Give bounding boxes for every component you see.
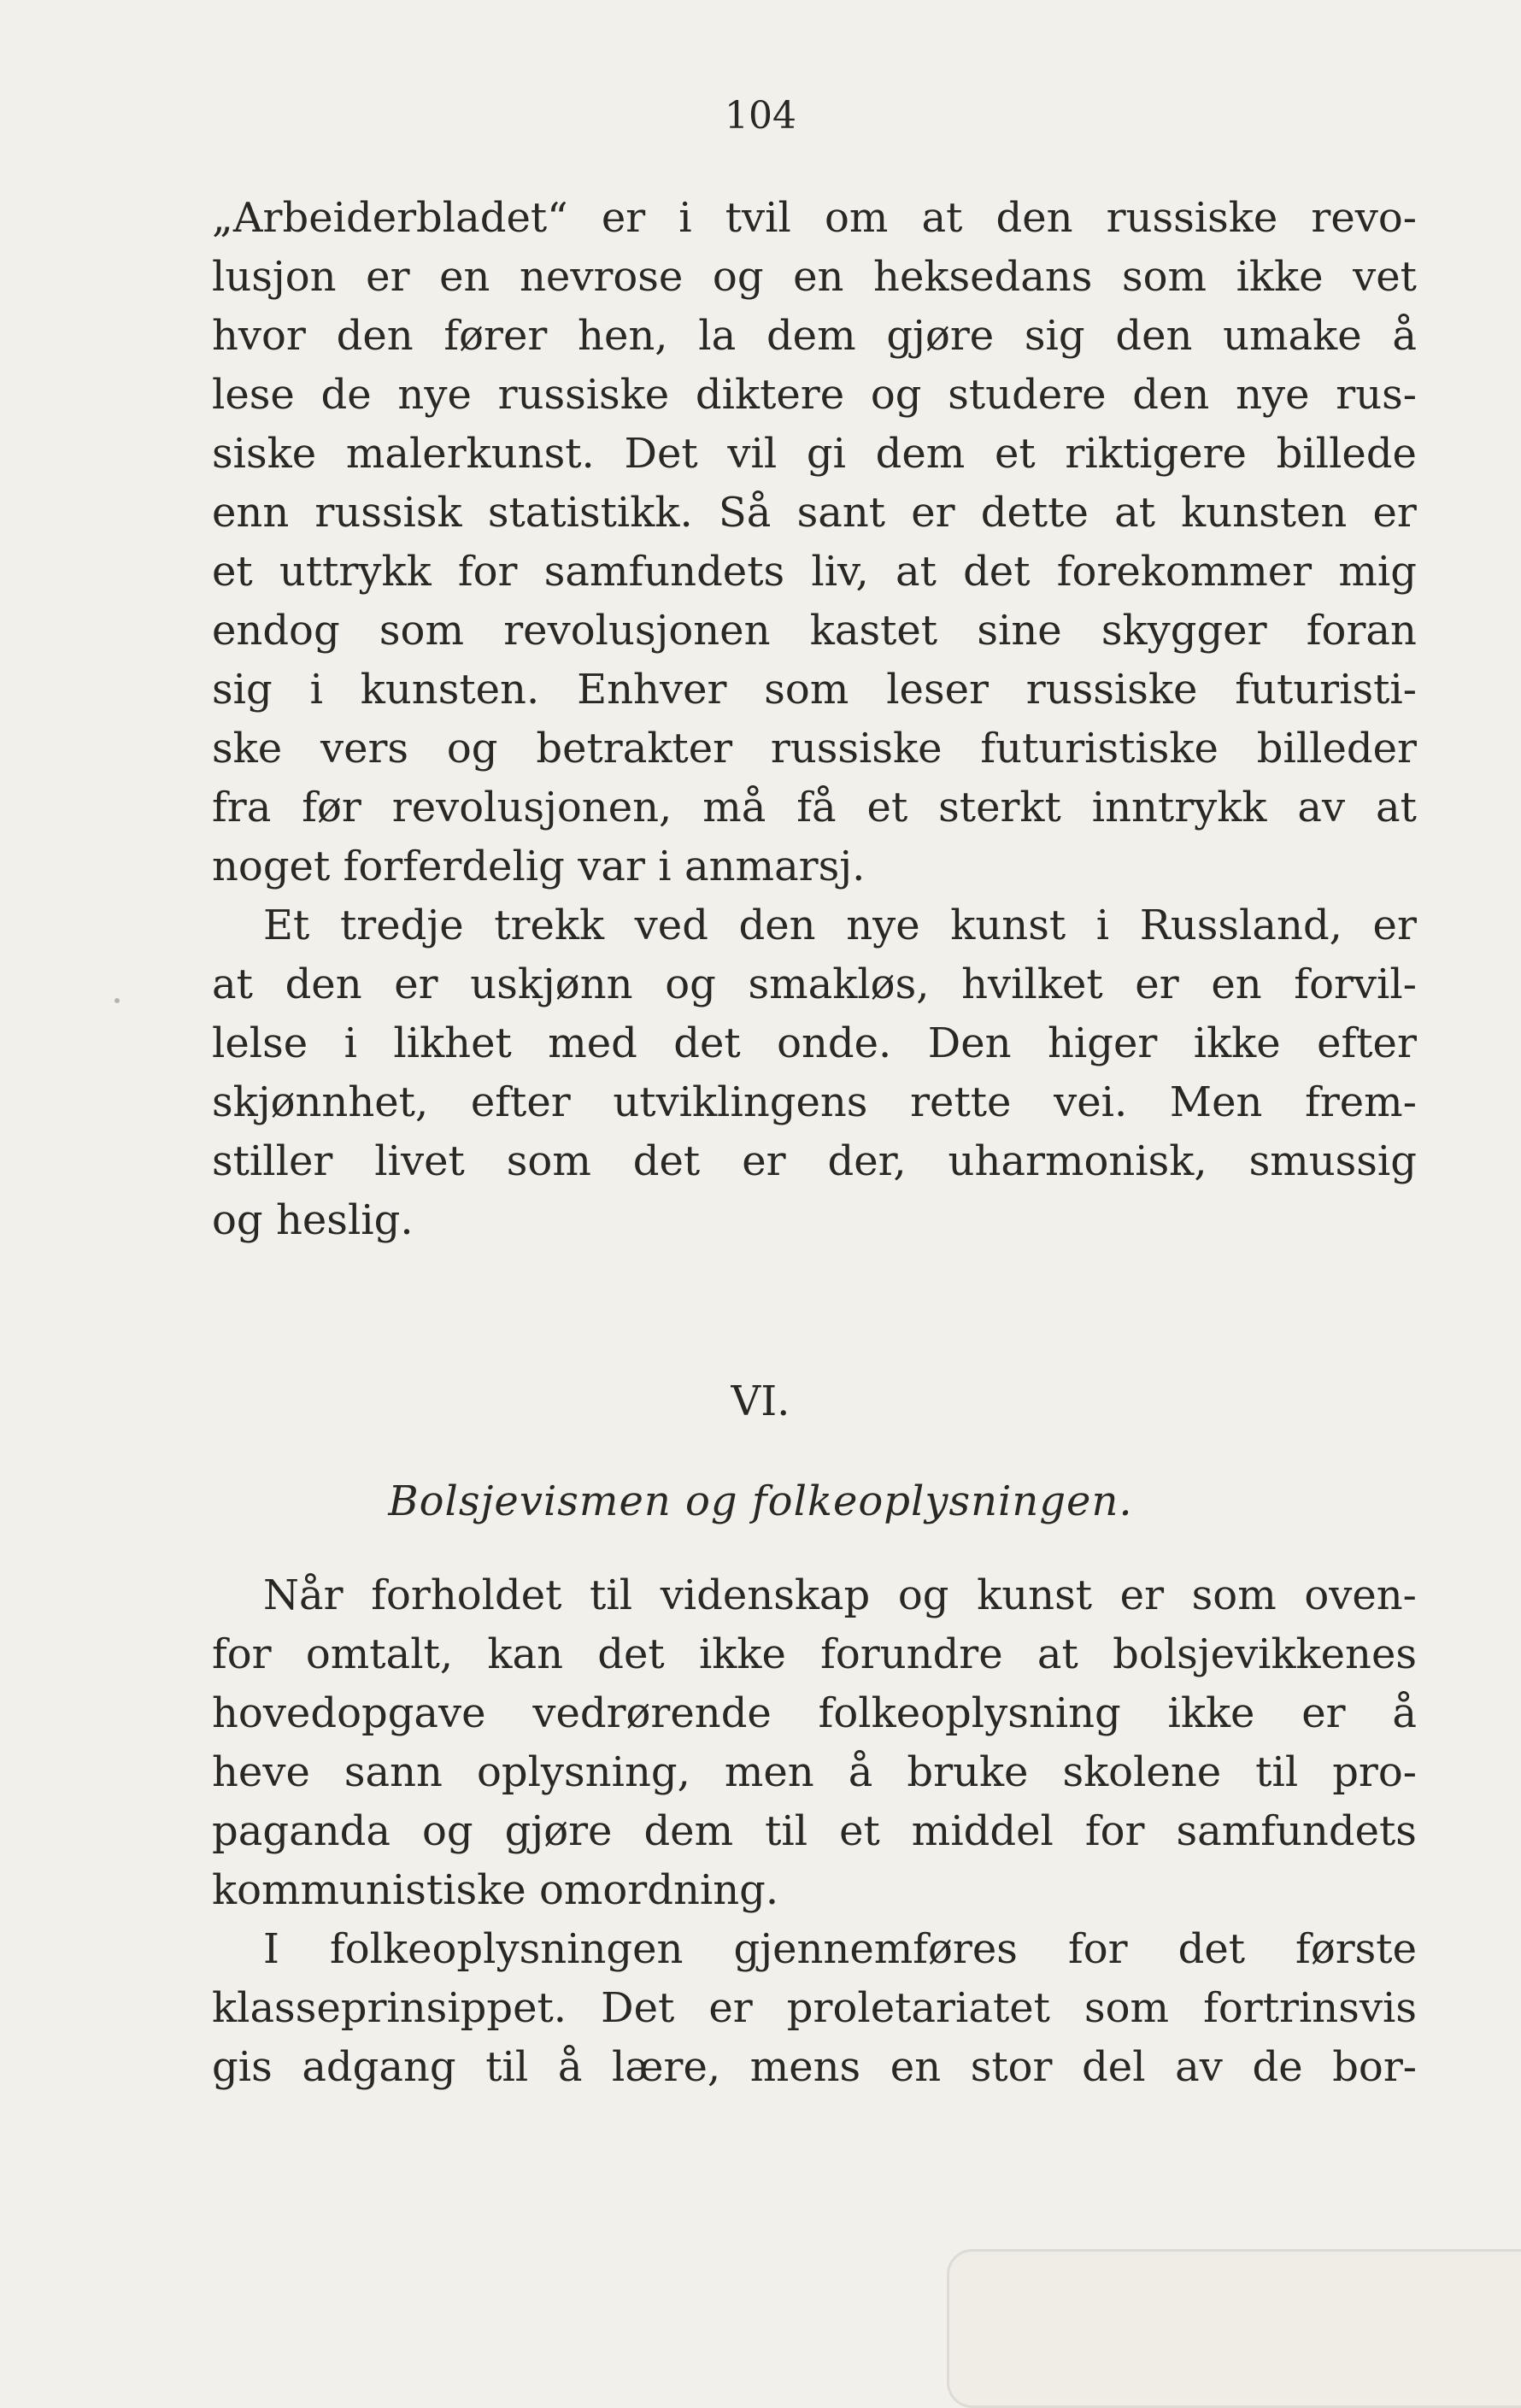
text-line: [212, 1861, 1417, 1920]
word: og: [712, 253, 764, 301]
word: er: [1372, 489, 1417, 537]
word: det: [632, 1137, 701, 1185]
word: bruke: [907, 1748, 1029, 1796]
word: vei.: [1054, 1078, 1128, 1126]
word: trekk: [494, 902, 605, 949]
word: en: [793, 253, 844, 301]
word: sine: [977, 607, 1062, 655]
word: den: [995, 194, 1073, 242]
word: var: [578, 843, 645, 890]
word: vet: [1353, 253, 1417, 301]
word: russiske: [1025, 666, 1198, 714]
text-line: [212, 1132, 1417, 1191]
word: kommunistiske: [212, 1866, 526, 1914]
word: inntrykk: [1091, 784, 1267, 831]
word: heslig.: [275, 1196, 414, 1244]
word: den: [1132, 371, 1210, 419]
text-line: [212, 1014, 1417, 1073]
word: den: [738, 902, 816, 949]
word: studere: [948, 371, 1107, 419]
word: leser: [886, 666, 989, 714]
word: vil: [727, 430, 778, 478]
word: å: [1392, 312, 1417, 360]
word: å: [848, 1748, 873, 1796]
word: Men: [1169, 1078, 1263, 1126]
word: middel: [911, 1807, 1054, 1855]
paper-speck: [115, 998, 120, 1003]
word: dem: [643, 1807, 734, 1855]
word: som: [379, 607, 464, 655]
word: folkeoplysning: [818, 1689, 1121, 1737]
word: som: [506, 1137, 591, 1185]
word: malerkunst.: [345, 430, 595, 478]
word: den: [336, 312, 414, 360]
word: nye: [397, 371, 472, 419]
word: i: [1095, 902, 1110, 949]
text-line: [212, 1979, 1417, 2038]
word: la: [698, 312, 737, 360]
text-line: [212, 896, 1417, 955]
word: Russland,: [1139, 902, 1342, 949]
word: til: [1255, 1748, 1299, 1796]
word: at: [1037, 1630, 1078, 1678]
word: den: [285, 960, 362, 1008]
word: er: [366, 253, 410, 301]
word: enn: [212, 489, 290, 537]
word: det: [1177, 1925, 1246, 1973]
section-title: Bolsjevismen og folkeoplysningen.: [388, 1477, 1133, 1525]
word: billede: [1276, 430, 1417, 478]
word: higer: [1047, 1019, 1158, 1067]
word: futuristiske: [980, 725, 1219, 772]
word: er: [911, 489, 955, 537]
word: fortrinsvis: [1203, 1984, 1417, 2032]
word: i: [678, 194, 692, 242]
text-line: [212, 778, 1417, 837]
word: bolsjevikkenes: [1113, 1630, 1417, 1678]
text-line: [212, 1743, 1417, 1802]
word: pro-: [1332, 1748, 1417, 1796]
word: kunsten: [1181, 489, 1348, 537]
word: en: [439, 253, 490, 301]
word: omtalt,: [305, 1630, 454, 1678]
word: er: [1372, 902, 1417, 949]
word: og: [665, 960, 716, 1008]
word: ikke: [1193, 1019, 1281, 1067]
word: i: [344, 1019, 357, 1067]
word: i: [309, 666, 323, 714]
text-line: [212, 366, 1417, 425]
word: må: [702, 784, 766, 831]
word: samfundets: [543, 548, 785, 596]
word: få: [796, 784, 837, 831]
word: at: [1375, 784, 1417, 831]
word: „Arbeiderbladet“: [212, 194, 568, 242]
word: ikke: [1167, 1689, 1255, 1737]
word: er: [742, 1137, 786, 1185]
text-line: [212, 1073, 1417, 1132]
word: et: [995, 430, 1036, 478]
word: dem: [766, 312, 856, 360]
word: et: [866, 784, 908, 831]
word: frem-: [1305, 1078, 1417, 1126]
word: betrakter: [536, 725, 733, 772]
word: lære,: [612, 2043, 721, 2091]
word: som: [1084, 1984, 1170, 2032]
word: vedrørende: [532, 1689, 772, 1737]
word: det: [597, 1630, 665, 1678]
word: revo-: [1311, 194, 1417, 242]
word: før: [302, 784, 361, 831]
word: oplysning,: [476, 1748, 690, 1796]
word: til: [485, 2043, 529, 2091]
word: det: [963, 548, 1031, 596]
text-line: [212, 1920, 1417, 1979]
word: tvil: [725, 194, 791, 242]
word: dette: [980, 489, 1089, 537]
word: det: [673, 1019, 741, 1067]
word: lusjon: [212, 253, 337, 301]
word: om: [824, 194, 889, 242]
word: at: [921, 194, 963, 242]
word: en: [1211, 960, 1262, 1008]
word: skjønnhet,: [212, 1078, 429, 1126]
word: klasseprinsippet.: [212, 1984, 567, 2032]
word: for: [1067, 1925, 1128, 1973]
word: at: [1114, 489, 1155, 537]
word: og: [446, 725, 498, 772]
word: siske: [212, 430, 317, 478]
word: vers: [320, 725, 409, 772]
word: kunst: [977, 1571, 1093, 1619]
word: utviklingens: [613, 1078, 868, 1126]
word: tredje: [339, 902, 464, 949]
word: og: [870, 371, 922, 419]
word: heve: [212, 1748, 310, 1796]
word: ved: [634, 902, 708, 949]
text-line: [212, 955, 1417, 1014]
word: omordning.: [538, 1866, 779, 1914]
text-line: [212, 484, 1417, 543]
word: som: [764, 666, 849, 714]
word: hen,: [578, 312, 668, 360]
word: anmarsj.: [684, 843, 866, 890]
word: billeder: [1256, 725, 1417, 772]
word: i: [658, 843, 672, 890]
word: I: [263, 1925, 279, 1973]
word: umake: [1223, 312, 1362, 360]
word: del: [1082, 2043, 1146, 2091]
word: men: [724, 1748, 814, 1796]
word: den: [1115, 312, 1193, 360]
word: skolene: [1062, 1748, 1222, 1796]
word: er: [1135, 960, 1179, 1008]
word: kastet: [809, 607, 938, 655]
word: og: [897, 1571, 949, 1619]
word: gi: [806, 430, 846, 478]
word: ikke: [698, 1630, 786, 1678]
word: russiske: [770, 725, 943, 772]
paper-corner-mark: [947, 2249, 1521, 2408]
word: som: [1121, 253, 1207, 301]
text-line: [212, 189, 1417, 248]
word: oven-: [1304, 1571, 1417, 1619]
word: et: [839, 1807, 880, 1855]
word: stiller: [212, 1137, 333, 1185]
text-line: [212, 719, 1417, 778]
word: kunst: [950, 902, 1066, 949]
text-line: [212, 2038, 1417, 2097]
word: at: [895, 548, 937, 596]
word: første: [1295, 1925, 1417, 1973]
word: hvilket: [961, 960, 1103, 1008]
word: Enhver: [577, 666, 727, 714]
word: lelse: [212, 1019, 308, 1067]
text-line: [212, 543, 1417, 602]
word: smakløs,: [748, 960, 930, 1008]
word: sterkt: [938, 784, 1061, 831]
word: er: [601, 194, 646, 242]
word: forundre: [820, 1630, 1003, 1678]
word: som: [1191, 1571, 1277, 1619]
word: der,: [827, 1137, 907, 1185]
word: er: [708, 1984, 753, 2032]
word: for: [1084, 1807, 1145, 1855]
text-line: [212, 1191, 1417, 1250]
word: samfundets: [1176, 1807, 1417, 1855]
word: heksedans: [873, 253, 1093, 301]
word: de: [1252, 2043, 1303, 2091]
word: hvor: [212, 312, 306, 360]
word: mig: [1338, 548, 1417, 596]
word: et: [212, 548, 253, 596]
word: uharmonisk,: [948, 1137, 1207, 1185]
word: ske: [212, 725, 283, 772]
word: forvil-: [1294, 960, 1417, 1008]
word: gjennemføres: [733, 1925, 1018, 1973]
word: noget: [212, 843, 331, 890]
word: Det: [601, 1984, 675, 2032]
text-block-lower: [212, 1566, 1417, 2097]
text-line: [212, 1684, 1417, 1743]
word: gjøre: [886, 312, 995, 360]
word: mens: [749, 2043, 861, 2091]
text-line: [212, 307, 1417, 366]
word: til: [765, 1807, 808, 1855]
word: rus-: [1336, 371, 1417, 419]
word: diktere: [695, 371, 845, 419]
word: russisk: [314, 489, 462, 537]
word: futuristi-: [1235, 666, 1417, 714]
word: er: [1119, 1571, 1165, 1619]
word: rette: [910, 1078, 1012, 1126]
word: Et: [263, 902, 310, 949]
word: er: [1301, 1689, 1346, 1737]
word: uttrykk: [279, 548, 432, 596]
word: kunsten.: [360, 666, 540, 714]
word: sann: [344, 1748, 443, 1796]
word: nye: [1236, 371, 1310, 419]
word: stor: [970, 2043, 1053, 2091]
word: de: [320, 371, 372, 419]
word: riktigere: [1065, 430, 1247, 478]
word: endog: [212, 607, 340, 655]
word: forekommer: [1056, 548, 1313, 596]
word: proletariatet: [786, 1984, 1050, 2032]
word: foran: [1306, 607, 1417, 655]
word: for: [212, 1630, 272, 1678]
word: av: [1297, 784, 1346, 831]
word: til: [590, 1571, 633, 1619]
text-line: [212, 837, 1417, 896]
word: Når: [263, 1571, 344, 1619]
word: Den: [927, 1019, 1012, 1067]
section-number: VI.: [731, 1377, 790, 1425]
word: forholdet: [371, 1571, 562, 1619]
word: russiske: [497, 371, 670, 419]
word: skygger: [1101, 607, 1267, 655]
word: en: [890, 2043, 942, 2091]
word: er: [394, 960, 438, 1008]
word: at: [212, 960, 253, 1008]
word: uskjønn: [470, 960, 633, 1008]
word: med: [548, 1019, 637, 1067]
text-line: [212, 248, 1417, 307]
word: å: [1392, 1689, 1417, 1737]
word: sig: [1024, 312, 1085, 360]
word: Det: [624, 430, 698, 478]
text-line: [212, 425, 1417, 484]
text-line: [212, 602, 1417, 661]
word: sig: [212, 666, 273, 714]
text-block-upper: [212, 189, 1417, 1250]
word: efter: [1317, 1019, 1417, 1067]
word: nevrose: [520, 253, 684, 301]
word: hovedopgave: [212, 1689, 486, 1737]
word: sant: [796, 489, 886, 537]
word: kan: [487, 1630, 563, 1678]
text-line: [212, 1625, 1417, 1684]
word: likhet: [393, 1019, 512, 1067]
word: revolusjonen,: [391, 784, 672, 831]
word: onde.: [777, 1019, 892, 1067]
word: livet: [374, 1137, 465, 1185]
word: for: [457, 548, 518, 596]
word: folkeoplysningen: [330, 1925, 684, 1973]
word: gjøre: [504, 1807, 613, 1855]
word: russiske: [1106, 194, 1278, 242]
word: av: [1175, 2043, 1223, 2091]
word: videnskap: [660, 1571, 871, 1619]
word: fører: [443, 312, 548, 360]
word: smussig: [1248, 1137, 1417, 1185]
word: forferdelig: [343, 843, 565, 890]
word: liv,: [811, 548, 869, 596]
word: ikke: [1236, 253, 1324, 301]
page-number: 104: [725, 94, 796, 138]
word: og: [212, 1196, 263, 1244]
word: adgang: [302, 2043, 456, 2091]
word: og: [421, 1807, 473, 1855]
word: å: [557, 2043, 583, 2091]
word: gis: [212, 2043, 273, 2091]
word: bor-: [1332, 2043, 1417, 2091]
word: revolusjonen: [503, 607, 771, 655]
word: dem: [875, 430, 966, 478]
text-line: [212, 661, 1417, 719]
word: paganda: [212, 1807, 391, 1855]
word: Så: [718, 489, 772, 537]
word: lese: [212, 371, 295, 419]
word: fra: [212, 784, 272, 831]
text-line: [212, 1802, 1417, 1861]
word: nye: [846, 902, 920, 949]
text-line: [212, 1566, 1417, 1625]
word: statistikk.: [487, 489, 693, 537]
word: efter: [470, 1078, 571, 1126]
